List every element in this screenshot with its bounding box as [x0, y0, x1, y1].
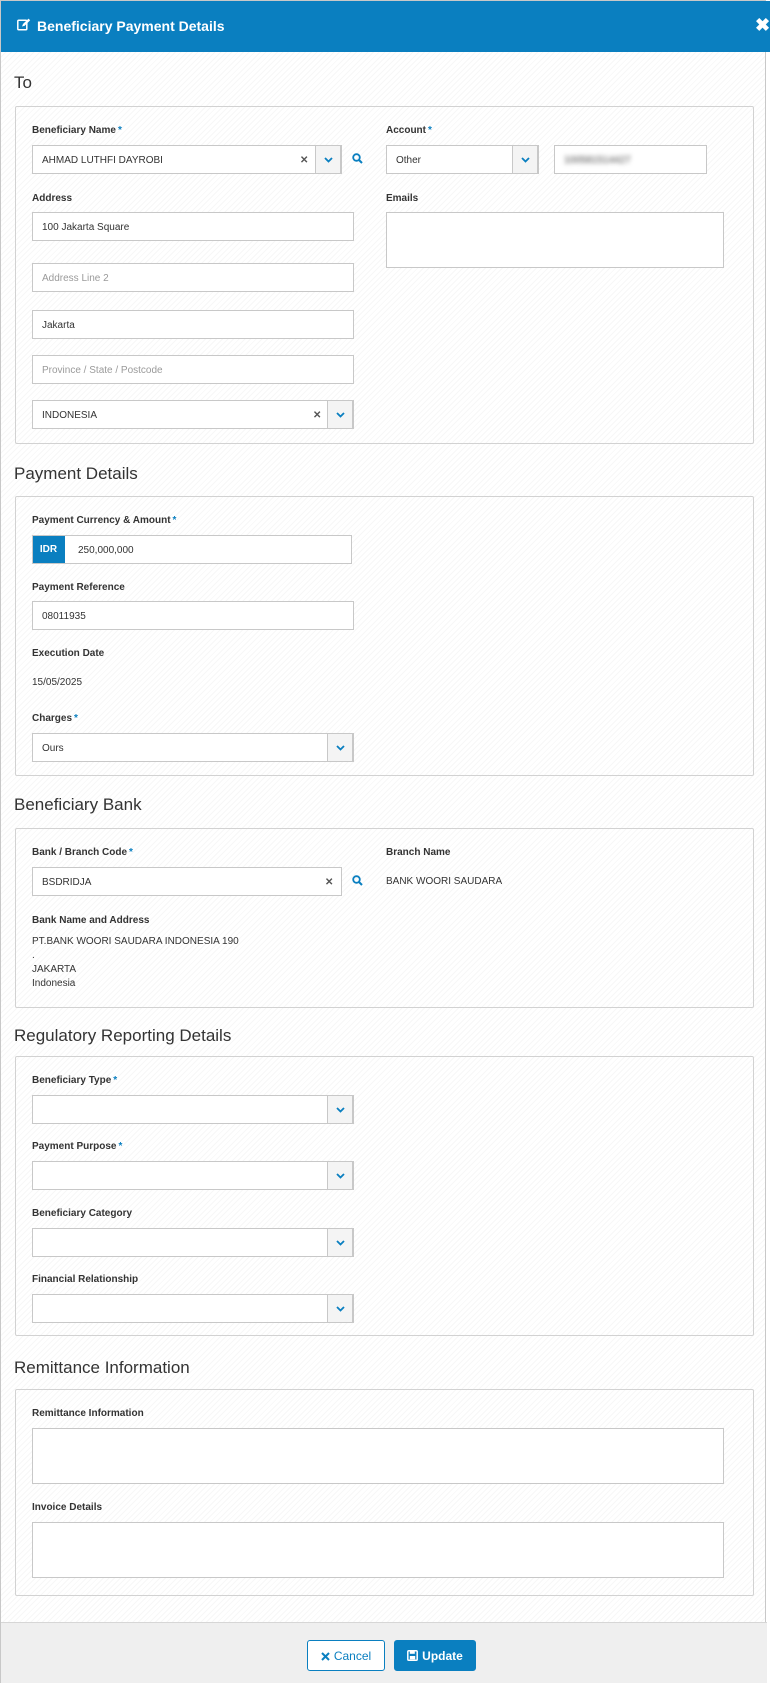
close-icon	[321, 1650, 330, 1664]
charges-select[interactable]: Ours	[32, 733, 354, 762]
clear-beneficiary-icon[interactable]: ✕	[300, 155, 309, 166]
address-line1-field[interactable]: 100 Jakarta Square	[32, 212, 354, 241]
remittance-panel	[15, 1389, 754, 1596]
update-button[interactable]: Update	[394, 1640, 476, 1671]
charges-label: Charges *	[32, 713, 78, 724]
clear-bank-code-icon[interactable]: ✕	[325, 877, 334, 888]
financial-relationship-dropdown-button[interactable]	[327, 1294, 353, 1323]
dialog-footer	[1, 1622, 767, 1683]
edit-icon	[17, 18, 31, 34]
bank-panel	[15, 828, 754, 1008]
bank-name-address-label: Bank Name and Address	[32, 915, 150, 926]
remittance-info-label: Remittance Information	[32, 1408, 144, 1419]
charges-dropdown-button[interactable]	[327, 733, 353, 762]
account-dropdown-button[interactable]	[512, 145, 538, 174]
bank-address-line: JAKARTA	[32, 964, 77, 975]
payment-purpose-select[interactable]	[32, 1161, 354, 1190]
country-dropdown-button[interactable]	[327, 400, 353, 429]
account-type-select[interactable]: Other	[386, 145, 539, 174]
financial-relationship-label: Financial Relationship	[32, 1274, 139, 1285]
clear-country-icon[interactable]: ✕	[313, 410, 322, 421]
amount-label: Payment Currency & Amount *	[32, 515, 177, 526]
invoice-details-label: Invoice Details	[32, 1502, 103, 1513]
beneficiary-name-label: Beneficiary Name *	[32, 125, 122, 136]
save-icon	[407, 1650, 418, 1664]
bank-code-label: Bank / Branch Code *	[32, 847, 133, 858]
payment-panel	[15, 496, 754, 776]
close-icon[interactable]: ✖	[755, 15, 770, 35]
amount-field[interactable]: IDR 250,000,000	[32, 535, 352, 564]
beneficiary-name-select[interactable]: AHMAD LUTHFI DAYROBI ✕	[32, 145, 342, 174]
branch-name-label: Branch Name	[386, 847, 451, 858]
beneficiary-category-dropdown-button[interactable]	[327, 1228, 353, 1257]
remittance-info-field[interactable]	[32, 1428, 724, 1484]
reference-label: Payment Reference	[32, 582, 125, 593]
bank-search-icon[interactable]	[352, 875, 363, 889]
chevron-down-icon	[521, 157, 530, 163]
chevron-down-icon	[336, 1306, 345, 1312]
section-title-remittance: Remittance Information	[14, 1358, 190, 1377]
address-label: Address	[32, 193, 73, 204]
section-title-regulatory: Regulatory Reporting Details	[14, 1026, 232, 1045]
bank-code-select[interactable]: BSDRIDJA ✕	[32, 867, 342, 896]
section-title-to: To	[14, 73, 32, 92]
section-title-payment: Payment Details	[14, 464, 138, 483]
chevron-down-icon	[324, 157, 333, 163]
regulatory-panel	[15, 1056, 754, 1336]
bank-address-line: Indonesia	[32, 978, 76, 989]
execution-date-value: 15/05/2025	[32, 677, 83, 688]
to-panel	[15, 106, 754, 444]
invoice-details-field[interactable]	[32, 1522, 724, 1578]
financial-relationship-select[interactable]	[32, 1294, 354, 1323]
emails-field[interactable]	[386, 212, 724, 268]
chevron-down-icon	[336, 1107, 345, 1113]
reference-field[interactable]: 08011935	[32, 601, 354, 630]
account-label: Account *	[386, 125, 432, 136]
bank-address-line: PT.BANK WOORI SAUDARA INDONESIA 190	[32, 936, 239, 947]
currency-badge: IDR	[32, 535, 65, 564]
beneficiary-category-label: Beneficiary Category	[32, 1208, 133, 1219]
chevron-down-icon	[336, 745, 345, 751]
cancel-button[interactable]: Cancel	[307, 1640, 385, 1671]
beneficiary-type-label: Beneficiary Type *	[32, 1075, 118, 1086]
execution-date-label: Execution Date	[32, 648, 105, 659]
section-title-bank: Beneficiary Bank	[14, 795, 142, 814]
beneficiary-dropdown-button[interactable]	[315, 145, 341, 174]
province-field[interactable]: Province / State / Postcode	[32, 355, 354, 384]
account-number-field[interactable]: 100581514427	[554, 145, 707, 174]
bank-address-line: .	[32, 950, 35, 961]
address-line3-field[interactable]: Jakarta	[32, 310, 354, 339]
chevron-down-icon	[336, 1173, 345, 1179]
chevron-down-icon	[336, 412, 345, 418]
payment-purpose-dropdown-button[interactable]	[327, 1161, 353, 1190]
beneficiary-search-icon[interactable]	[352, 153, 363, 167]
beneficiary-category-select[interactable]	[32, 1228, 354, 1257]
address-line2-field[interactable]: Address Line 2	[32, 263, 354, 292]
dialog-title: Beneficiary Payment Details	[37, 18, 225, 34]
chevron-down-icon	[336, 1240, 345, 1246]
country-select[interactable]: INDONESIA ✕	[32, 400, 354, 429]
dialog-header	[1, 1, 770, 52]
beneficiary-type-dropdown-button[interactable]	[327, 1095, 353, 1124]
emails-label: Emails	[386, 193, 419, 204]
beneficiary-type-select[interactable]	[32, 1095, 354, 1124]
branch-name-value: BANK WOORI SAUDARA	[386, 876, 503, 887]
payment-purpose-label: Payment Purpose *	[32, 1141, 123, 1152]
